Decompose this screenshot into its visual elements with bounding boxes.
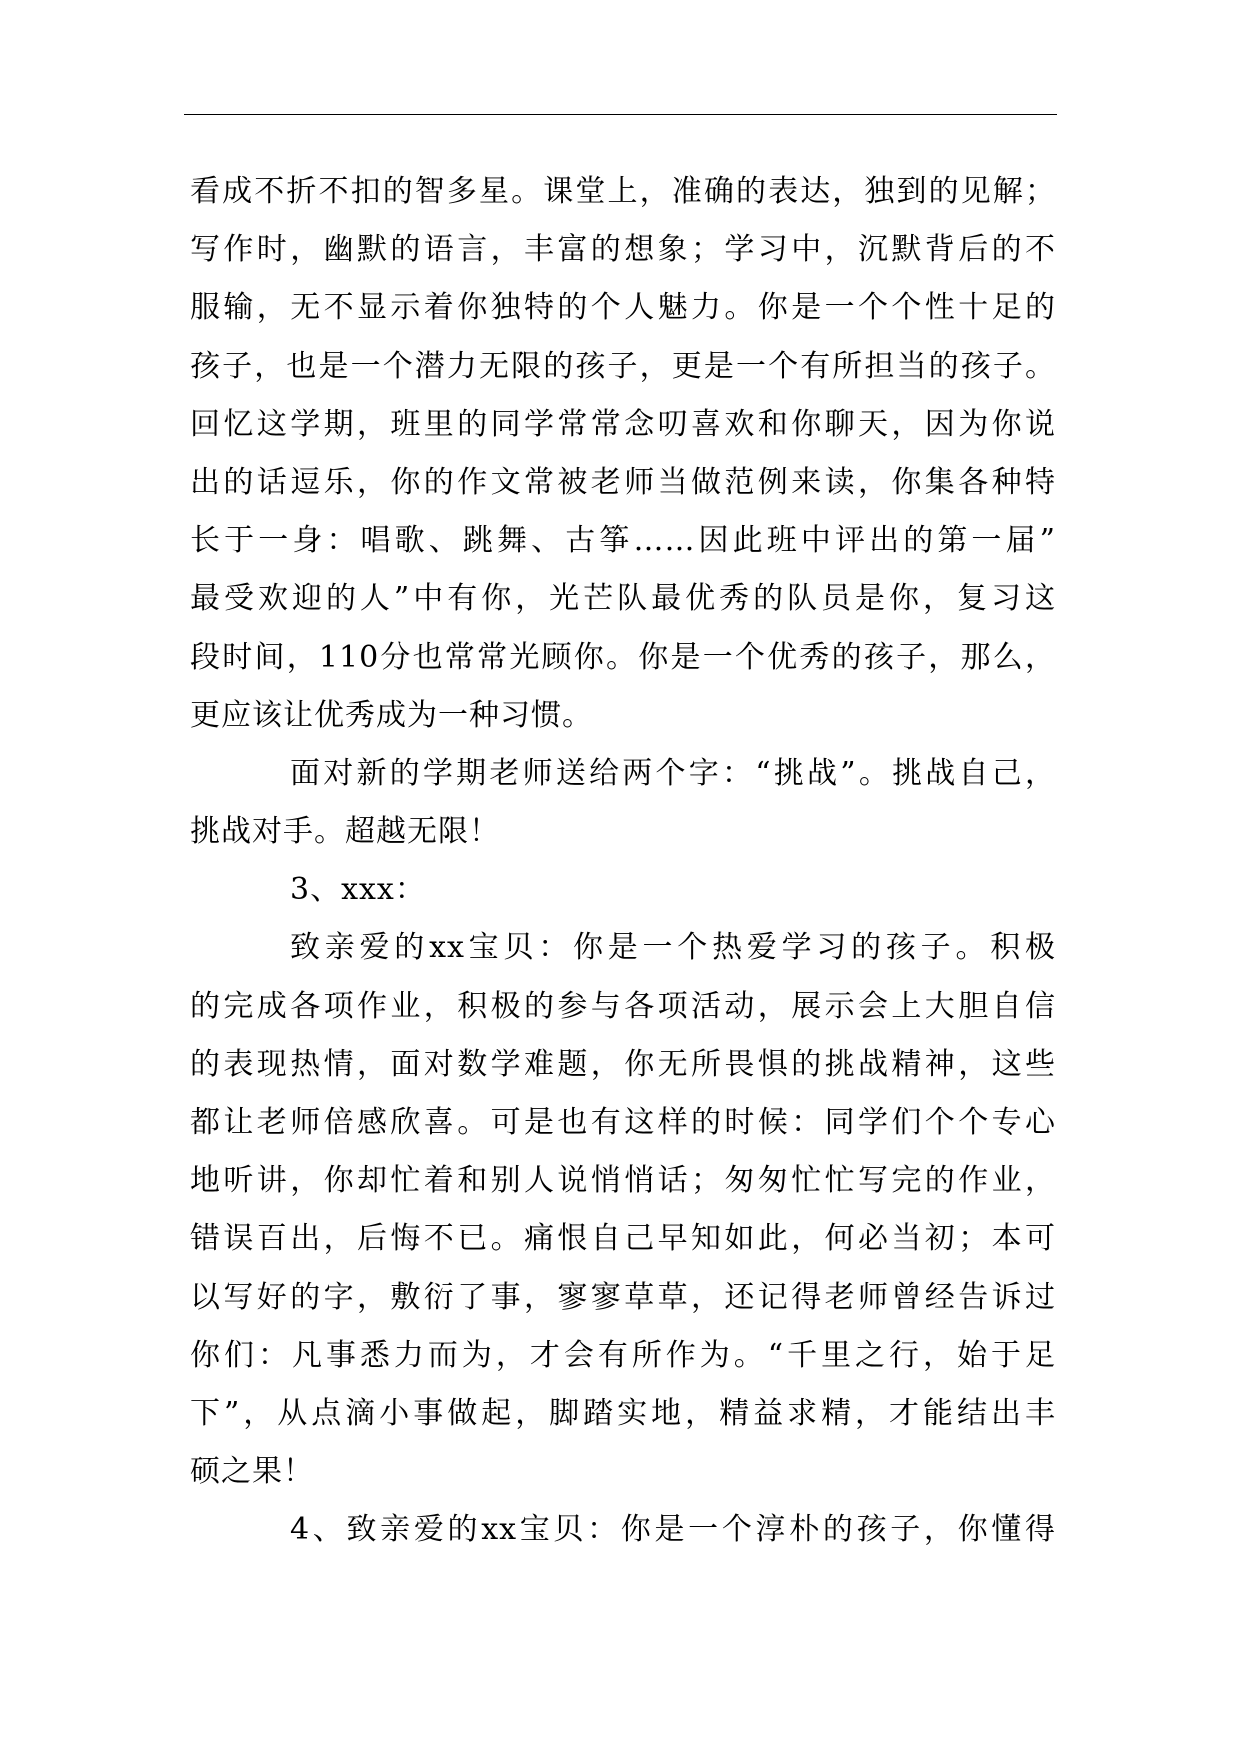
text-line-7: 长于一身：唱歌、跳舞、古筝……因此班中评出的第一届” <box>190 523 1056 559</box>
text-line-21: 你们：凡事悉力而为，才会有所作为。“千里之行，始于足 <box>190 1337 1056 1373</box>
text-line-9: 段时间，110分也常常光顾你。你是一个优秀的孩子，那么， <box>190 639 1056 675</box>
text-line-20: 以写好的字，敷衍了事，寥寥草草，还记得老师曾经告诉过 <box>190 1279 1056 1315</box>
text-line-22: 下”，从点滴小事做起，脚踏实地，精益求精，才能结出丰 <box>190 1395 1056 1431</box>
text-line-3: 服输，无不显示着你独特的个人魅力。你是一个个性十足的 <box>190 290 1056 326</box>
text-line-8: 最受欢迎的人”中有你，光芒队最优秀的队员是你，复习这 <box>190 581 1056 617</box>
text-line-6: 出的话逗乐，你的作文常被老师当做范例来读，你集各种特 <box>190 464 1056 500</box>
text-line-1: 看成不折不扣的智多星。课堂上，准确的表达，独到的见解； <box>190 174 1056 209</box>
text-line-24: 4、致亲爱的xx宝贝：你是一个淳朴的孩子，你懂得 <box>290 1512 1056 1548</box>
text-line-11: 面对新的学期老师送给两个字：“挑战”。挑战自己， <box>290 755 1056 791</box>
document-body <box>190 163 1056 1560</box>
header-rule <box>184 114 1057 115</box>
text-line-4: 孩子，也是一个潜力无限的孩子，更是一个有所担当的孩子。 <box>190 348 1056 384</box>
text-line-12: 挑战对手。超越无限！ <box>190 814 500 850</box>
text-line-2: 写作时，幽默的语言，丰富的想象；学习中，沉默背后的不 <box>190 232 1056 268</box>
text-line-18: 地听讲，你却忙着和别人说悄悄话；匆匆忙忙写完的作业， <box>190 1163 1056 1199</box>
text-line-10: 更应该让优秀成为一种习惯。 <box>190 697 593 733</box>
text-line-16: 的表现热情，面对数学难题，你无所畏惧的挑战精神，这些 <box>190 1046 1056 1082</box>
text-line-17: 都让老师倍感欣喜。可是也有这样的时候：同学们个个专心 <box>190 1105 1056 1140</box>
text-line-5: 回忆这学期，班里的同学常常念叨喜欢和你聊天，因为你说 <box>190 406 1056 442</box>
text-line-19: 错误百出，后悔不已。痛恨自己早知如此，何必当初；本可 <box>190 1221 1056 1257</box>
text-line-15: 的完成各项作业，积极的参与各项活动，展示会上大胆自信 <box>190 988 1056 1024</box>
text-line-14: 致亲爱的xx宝贝：你是一个热爱学习的孩子。积极 <box>290 930 1056 966</box>
section-heading-3: 3、xxx： <box>290 872 426 908</box>
text-line-23: 硕之果！ <box>190 1454 314 1490</box>
